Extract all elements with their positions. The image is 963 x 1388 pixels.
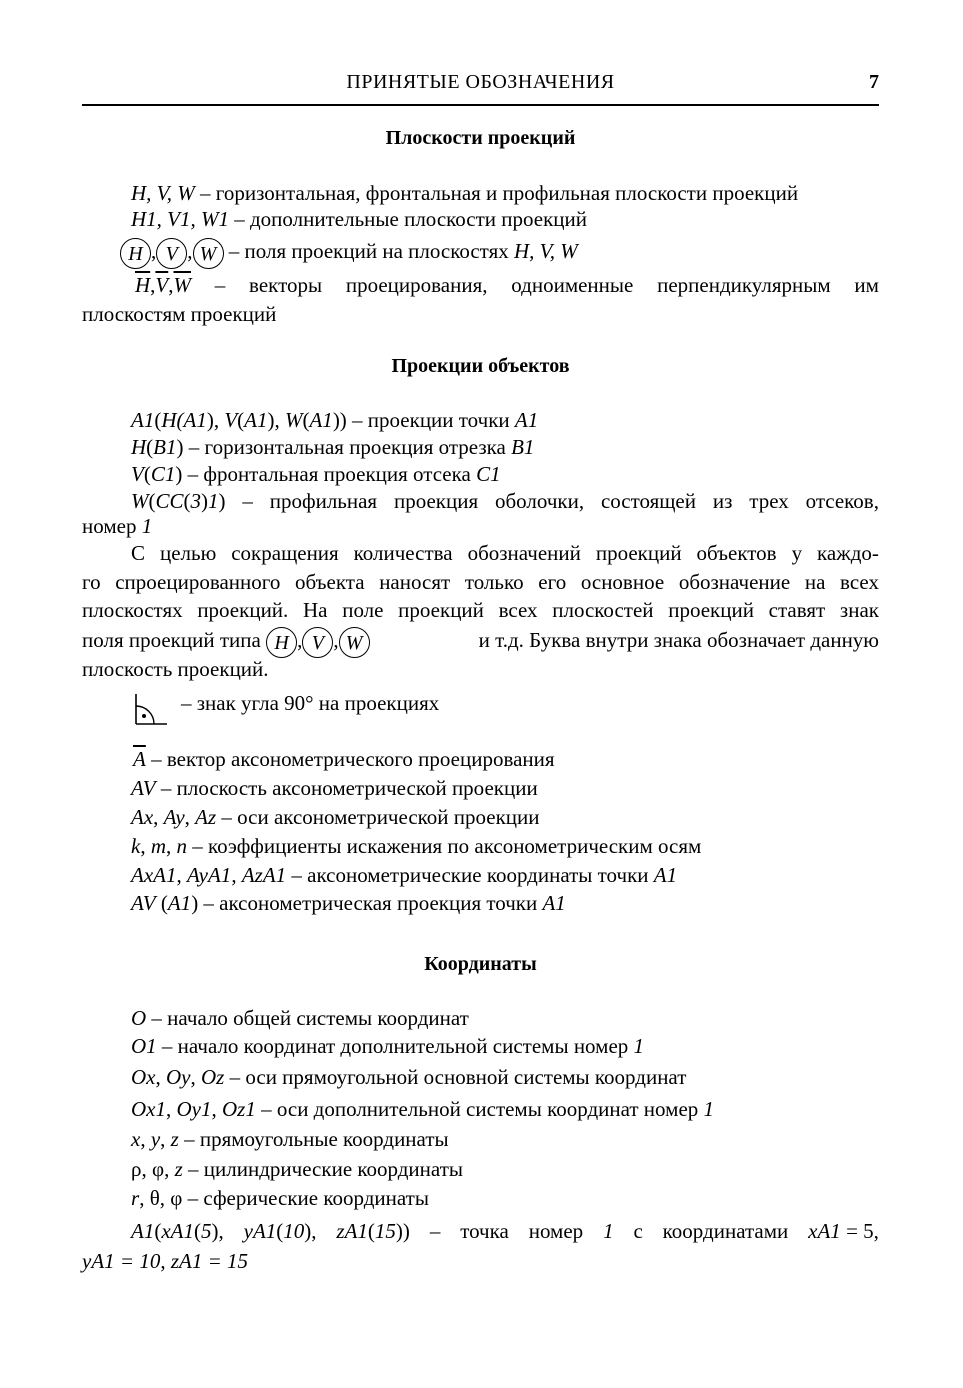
word: проекций bbox=[668, 598, 754, 622]
z-symbol bbox=[336, 1218, 410, 1244]
word: проекций bbox=[595, 541, 682, 565]
text: ( bbox=[276, 1219, 284, 1243]
symbol: C1 bbox=[476, 462, 501, 486]
coords-line-6 bbox=[131, 1156, 463, 1182]
word: только bbox=[464, 570, 524, 594]
word: проекций bbox=[398, 598, 484, 622]
axon-line-5 bbox=[131, 862, 677, 888]
symbol: k bbox=[131, 834, 141, 858]
word: целью bbox=[159, 541, 217, 565]
word: объектов bbox=[696, 541, 777, 565]
text: ), bbox=[206, 408, 225, 432]
text: ), bbox=[304, 1219, 317, 1243]
symbol: A1 bbox=[514, 408, 539, 432]
word: трех bbox=[749, 489, 789, 513]
symbol: H(A1 bbox=[161, 408, 207, 432]
symbol: B1 bbox=[153, 435, 177, 459]
text: , bbox=[153, 805, 164, 829]
section-heading-coordinates: Координаты bbox=[424, 953, 537, 975]
symbol: 1 bbox=[703, 1097, 715, 1121]
word: поле bbox=[342, 598, 384, 622]
coords-line-2 bbox=[131, 1033, 644, 1059]
word: С bbox=[131, 541, 146, 565]
vector-w: $\overline{W}$ bbox=[173, 273, 191, 297]
word: знак bbox=[839, 598, 879, 622]
word: профильная bbox=[269, 489, 378, 513]
text: , bbox=[160, 1127, 171, 1151]
text: – оси аксонометрической проекции bbox=[216, 805, 540, 829]
word: наносят bbox=[379, 570, 451, 594]
word: плоскостях bbox=[82, 598, 183, 622]
text: – начало координат дополнительной системы номер bbox=[156, 1034, 634, 1058]
word: каждо- bbox=[817, 541, 879, 565]
symbol: Oz1 bbox=[222, 1097, 256, 1121]
symbol: 5 bbox=[200, 1219, 212, 1243]
word: проецирования, bbox=[345, 273, 488, 297]
symbol: V bbox=[131, 462, 144, 486]
text: , bbox=[231, 863, 242, 887]
objects-line-b1 bbox=[131, 434, 534, 460]
page-number: 7 bbox=[869, 71, 879, 93]
text: ( bbox=[302, 408, 310, 432]
comma: , bbox=[297, 628, 303, 652]
angle-sign-text: – знак угла 90° на проекциях bbox=[181, 691, 440, 715]
word: им bbox=[854, 273, 879, 297]
text: – цилиндрические координаты bbox=[182, 1157, 463, 1181]
projection-field-w-sign: W bbox=[193, 238, 224, 269]
paragraph-line-3 bbox=[82, 597, 879, 623]
word: проекций. bbox=[197, 598, 289, 622]
text: , θ, φ – сферические координаты bbox=[139, 1186, 429, 1210]
word: го bbox=[82, 570, 101, 594]
planes-line-3 bbox=[120, 235, 578, 269]
word: его bbox=[538, 570, 567, 594]
symbol: Az bbox=[195, 805, 217, 829]
symbol: yA1 bbox=[243, 1219, 277, 1243]
projection-field-w-sign: W bbox=[339, 627, 370, 658]
vector-h: $\overline{H}$ bbox=[135, 273, 151, 297]
symbol: O bbox=[131, 1006, 147, 1030]
symbol: 15 bbox=[374, 1219, 396, 1243]
coords-line-1 bbox=[131, 1005, 469, 1031]
coords-line-8 bbox=[131, 1218, 879, 1244]
word: – bbox=[242, 489, 253, 513]
symbol: 1 bbox=[141, 514, 153, 538]
text: , bbox=[166, 834, 177, 858]
text: , bbox=[140, 1127, 151, 1151]
projection-field-h-sign: H bbox=[120, 238, 151, 269]
text: поля проекций типа bbox=[82, 628, 267, 652]
symbol: x bbox=[131, 1127, 141, 1151]
symbol: A1 bbox=[542, 891, 566, 915]
word: На bbox=[303, 598, 328, 622]
section-heading-objects: Проекции объектов bbox=[391, 355, 570, 377]
text: – начало общей системы координат bbox=[146, 1006, 469, 1030]
text: , bbox=[176, 863, 187, 887]
symbol: A1 bbox=[131, 408, 155, 432]
symbol: O1 bbox=[131, 1034, 157, 1058]
symbol: A1 bbox=[244, 408, 268, 432]
symbol: yA1 = 10 bbox=[82, 1249, 161, 1273]
word: всех bbox=[498, 598, 538, 622]
right-angle-sign-icon bbox=[133, 692, 169, 726]
symbol: zA1 = 15 bbox=[170, 1249, 248, 1273]
text: , bbox=[166, 1097, 177, 1121]
axon-line-2 bbox=[131, 775, 538, 801]
word: перпендикулярным bbox=[657, 273, 831, 297]
symbol: A1 bbox=[309, 408, 333, 432]
text: ( bbox=[146, 435, 154, 459]
symbol: V bbox=[224, 408, 238, 432]
symbol: 10 bbox=[283, 1219, 305, 1243]
coords-line-7 bbox=[131, 1185, 429, 1211]
word: ставят bbox=[768, 598, 826, 622]
objects-line-c1 bbox=[131, 461, 501, 487]
paragraph-line-2 bbox=[82, 569, 879, 595]
word: плоскостей bbox=[552, 598, 654, 622]
text: ) bbox=[218, 489, 226, 513]
symbol: AV bbox=[131, 776, 156, 800]
paragraph-line-1 bbox=[131, 540, 879, 566]
word: обозначений bbox=[467, 541, 581, 565]
coords-line-4 bbox=[131, 1096, 714, 1122]
text: ), bbox=[267, 408, 285, 432]
symbol: Oy1 bbox=[176, 1097, 212, 1121]
symbol: Ax bbox=[131, 805, 154, 829]
projection-field-v-sign: V bbox=[156, 238, 187, 269]
text: ( bbox=[154, 408, 162, 432]
text: , bbox=[155, 1065, 166, 1089]
text: )) – проекции точки bbox=[332, 408, 515, 432]
objects-line-w2 bbox=[82, 513, 152, 539]
text: , bbox=[190, 1065, 201, 1089]
word: основное bbox=[580, 570, 665, 594]
symbol: Oz bbox=[201, 1065, 225, 1089]
text: – оси дополнительной системы координат номер bbox=[255, 1097, 704, 1121]
word: координатами bbox=[662, 1219, 789, 1243]
coords-line-3 bbox=[131, 1064, 686, 1090]
symbol: y bbox=[150, 1127, 161, 1151]
text: ), bbox=[211, 1219, 224, 1243]
text: – прямоугольные координаты bbox=[178, 1127, 449, 1151]
text: ) – фронтальная проекция отсека bbox=[175, 462, 477, 486]
word: – bbox=[429, 1219, 441, 1243]
text: – плоскость аксонометрической проекции bbox=[155, 776, 538, 800]
x-value bbox=[808, 1218, 879, 1244]
symbol: 1 bbox=[208, 489, 219, 513]
symbol: Ox bbox=[131, 1065, 156, 1089]
word: состоящей bbox=[600, 489, 696, 513]
symbol: n bbox=[176, 834, 187, 858]
symbol: z bbox=[170, 1127, 179, 1151]
text: = 5, bbox=[840, 1219, 879, 1243]
symbol: xA1 bbox=[808, 1219, 841, 1243]
word: обозначение bbox=[678, 570, 791, 594]
word: отсеков, bbox=[805, 489, 879, 513]
text: – вектор аксонометрического проецирования bbox=[145, 747, 555, 771]
text: – поля проекций на плоскостях bbox=[223, 239, 514, 263]
symbol: z bbox=[174, 1157, 183, 1181]
word: на bbox=[804, 570, 826, 594]
shell-symbol bbox=[131, 488, 226, 514]
comma: , bbox=[151, 239, 157, 263]
symbol: m bbox=[150, 834, 166, 858]
symbol: H bbox=[131, 435, 147, 459]
text: и т.д. Буква внутри знака обозначает данную bbox=[478, 628, 879, 652]
comma: , bbox=[187, 239, 193, 263]
text: )) bbox=[395, 1219, 410, 1243]
text: – аксонометрические координаты точки bbox=[286, 863, 654, 887]
symbol: H, V, W bbox=[131, 181, 195, 205]
symbol: A1 bbox=[167, 891, 192, 915]
word: оболочки, bbox=[494, 489, 585, 513]
objects-line-a1 bbox=[131, 407, 538, 433]
coords-line-9 bbox=[82, 1248, 248, 1274]
text: ) bbox=[201, 489, 209, 513]
text: , bbox=[160, 1249, 171, 1273]
word: одноименные bbox=[511, 273, 634, 297]
symbol: xA1 bbox=[161, 1219, 194, 1243]
text: ( bbox=[237, 408, 245, 432]
symbol: CC bbox=[155, 489, 184, 513]
word: у bbox=[791, 541, 803, 565]
symbol: r bbox=[131, 1186, 140, 1210]
symbol: AyA1 bbox=[186, 863, 232, 887]
word: проекция bbox=[393, 489, 479, 513]
projection-field-v-sign: V bbox=[302, 627, 333, 658]
text: ( bbox=[143, 462, 151, 486]
word: сокращения bbox=[231, 541, 339, 565]
symbol: A1 bbox=[131, 1219, 155, 1243]
vector-v: $\overline{V}$ bbox=[155, 273, 169, 297]
text: ( bbox=[148, 489, 156, 513]
text: ) – аксонометрическая проекция точки bbox=[191, 891, 543, 915]
text: ( bbox=[193, 1219, 201, 1243]
word: количества bbox=[353, 541, 453, 565]
point-symbol bbox=[131, 1218, 224, 1244]
text: – коэффициенты искажения по аксонометрическим осям bbox=[187, 834, 702, 858]
axon-line-4 bbox=[131, 833, 701, 859]
symbol: H, V, W bbox=[514, 239, 578, 263]
axon-line-6 bbox=[131, 890, 566, 916]
word: точка bbox=[460, 1219, 509, 1243]
projection-field-h-sign: H bbox=[266, 627, 297, 658]
planes-line-4 bbox=[135, 272, 879, 298]
text: ( bbox=[183, 489, 191, 513]
word: – bbox=[214, 273, 226, 297]
objects-line-w bbox=[131, 488, 879, 514]
text: , bbox=[184, 805, 196, 829]
axon-line-3 bbox=[131, 804, 540, 830]
symbol: AV bbox=[131, 891, 156, 915]
paragraph-line-5: плоскость проекций. bbox=[82, 657, 269, 681]
symbol: B1 bbox=[511, 435, 535, 459]
text: ( bbox=[154, 1219, 162, 1243]
symbol: 1 bbox=[633, 1034, 645, 1058]
symbol: Ay bbox=[163, 805, 185, 829]
text: ( bbox=[367, 1219, 375, 1243]
word: векторы bbox=[249, 273, 323, 297]
text: номер bbox=[82, 514, 142, 538]
text: – дополнительные плоскости проекций bbox=[229, 207, 588, 231]
y-symbol bbox=[244, 1218, 317, 1244]
field-type-signs bbox=[82, 624, 370, 658]
running-title: ПРИНЯТЫЕ ОБОЗНАЧЕНИЯ bbox=[346, 71, 615, 93]
symbol: Ox1 bbox=[131, 1097, 166, 1121]
planes-line-2 bbox=[131, 206, 587, 232]
text: ( bbox=[155, 891, 168, 915]
vectors: $\overline{H},\overline{V},\overline{W}$ bbox=[135, 273, 191, 297]
word: спроецированного bbox=[115, 570, 281, 594]
word: номер bbox=[528, 1219, 584, 1243]
symbol: AxA1 bbox=[131, 863, 177, 887]
text: – оси прямоугольной основной системы координат bbox=[224, 1065, 687, 1089]
symbol: W bbox=[284, 408, 303, 432]
word: из bbox=[712, 489, 733, 513]
symbol: zA1 bbox=[336, 1219, 368, 1243]
vector-a: $\overline{A}$ bbox=[133, 747, 146, 771]
coords-line-5 bbox=[131, 1126, 449, 1152]
paragraph-line-4 bbox=[82, 624, 879, 658]
word: объекта bbox=[295, 570, 365, 594]
text: – горизонтальная, фронтальная и профильная плоскости проекций bbox=[194, 181, 799, 205]
symbol: H1, V1, W1 bbox=[131, 207, 229, 231]
symbol: C1 bbox=[150, 462, 176, 486]
symbol: 3 bbox=[190, 489, 202, 513]
text: , bbox=[211, 1097, 222, 1121]
text: , bbox=[140, 834, 151, 858]
word: с bbox=[633, 1219, 643, 1243]
word: всех bbox=[840, 570, 879, 594]
running-header bbox=[82, 70, 879, 106]
axon-line-1 bbox=[133, 746, 555, 772]
text: ρ, φ, bbox=[131, 1157, 175, 1181]
symbol: AzA1 bbox=[241, 863, 287, 887]
planes-line-1 bbox=[131, 180, 798, 206]
section-heading-planes: Плоскости проекций bbox=[385, 127, 576, 149]
text: ) – горизонтальная проекция отрезка bbox=[176, 435, 512, 459]
planes-line-5: плоскостям проекций bbox=[82, 302, 277, 326]
symbol: Oy bbox=[166, 1065, 191, 1089]
symbol: A1 bbox=[653, 863, 678, 887]
symbol: 1 bbox=[603, 1219, 614, 1243]
symbol: W bbox=[131, 489, 149, 513]
comma: , bbox=[333, 628, 339, 652]
